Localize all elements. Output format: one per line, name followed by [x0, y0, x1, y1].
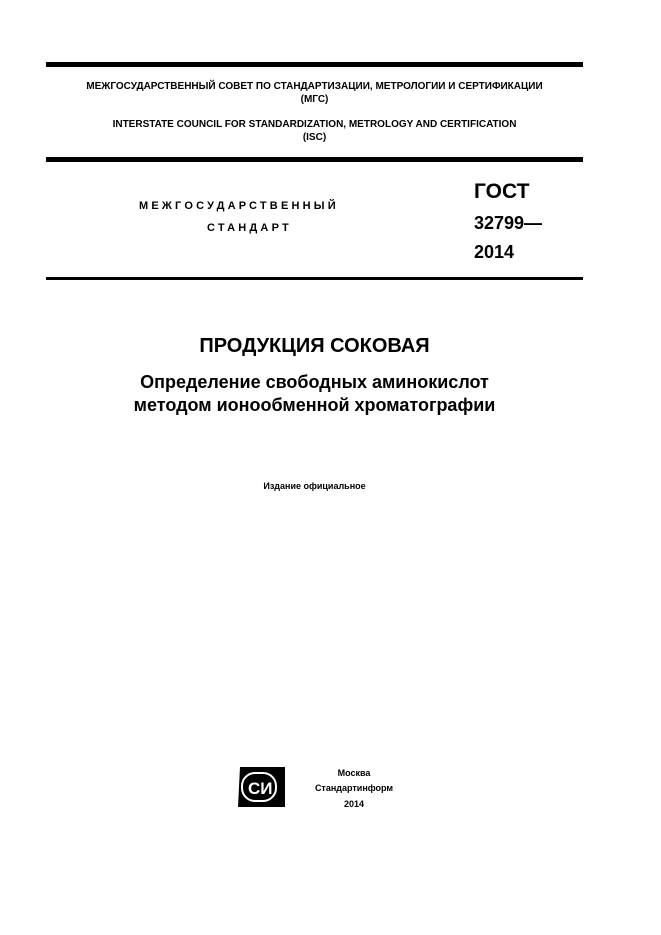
- standard-kind-line2: СТАНДАРТ: [207, 222, 292, 234]
- council-abbr-en: (ISC): [302, 132, 327, 143]
- logo-text: СИ: [248, 779, 273, 798]
- document-title: ПРОДУКЦИЯ СОКОВАЯ: [199, 335, 430, 357]
- standartinform-logo-icon: [236, 766, 286, 808]
- council-name-en-text: INTERSTATE COUNCIL FOR STANDARDIZATION, METROLOGY AND CERTIFICATION: [112, 119, 517, 130]
- document-subtitle-line2: методом ионообменной хроматографии: [133, 395, 496, 415]
- middle-rule: [46, 157, 583, 162]
- gost-label: ГОСТ: [474, 180, 530, 203]
- top-rule: [46, 62, 583, 67]
- imprint-publisher: Стандартинформ: [314, 783, 394, 793]
- lower-rule: [46, 277, 583, 280]
- document-subtitle-line1: Определение свободных аминокислот: [140, 372, 489, 392]
- edition-note: Издание официальное: [263, 481, 366, 491]
- gost-number: 32799—: [474, 213, 543, 233]
- imprint-city: Москва: [337, 768, 371, 778]
- standard-kind-line1: МЕЖГОСУДАРСТВЕННЫЙ: [139, 200, 339, 212]
- council-name-en: [46, 118, 583, 144]
- gost-year: 2014: [474, 242, 515, 262]
- council-abbr-ru: (МГС): [300, 94, 329, 105]
- imprint-year: 2014: [343, 799, 365, 809]
- council-name-ru-text: МЕЖГОСУДАРСТВЕННЫЙ СОВЕТ ПО СТАНДАРТИЗАЦИИ, МЕТРОЛОГИИ И СЕРТИФИКАЦИИ: [86, 81, 543, 92]
- council-name-ru: [46, 80, 583, 106]
